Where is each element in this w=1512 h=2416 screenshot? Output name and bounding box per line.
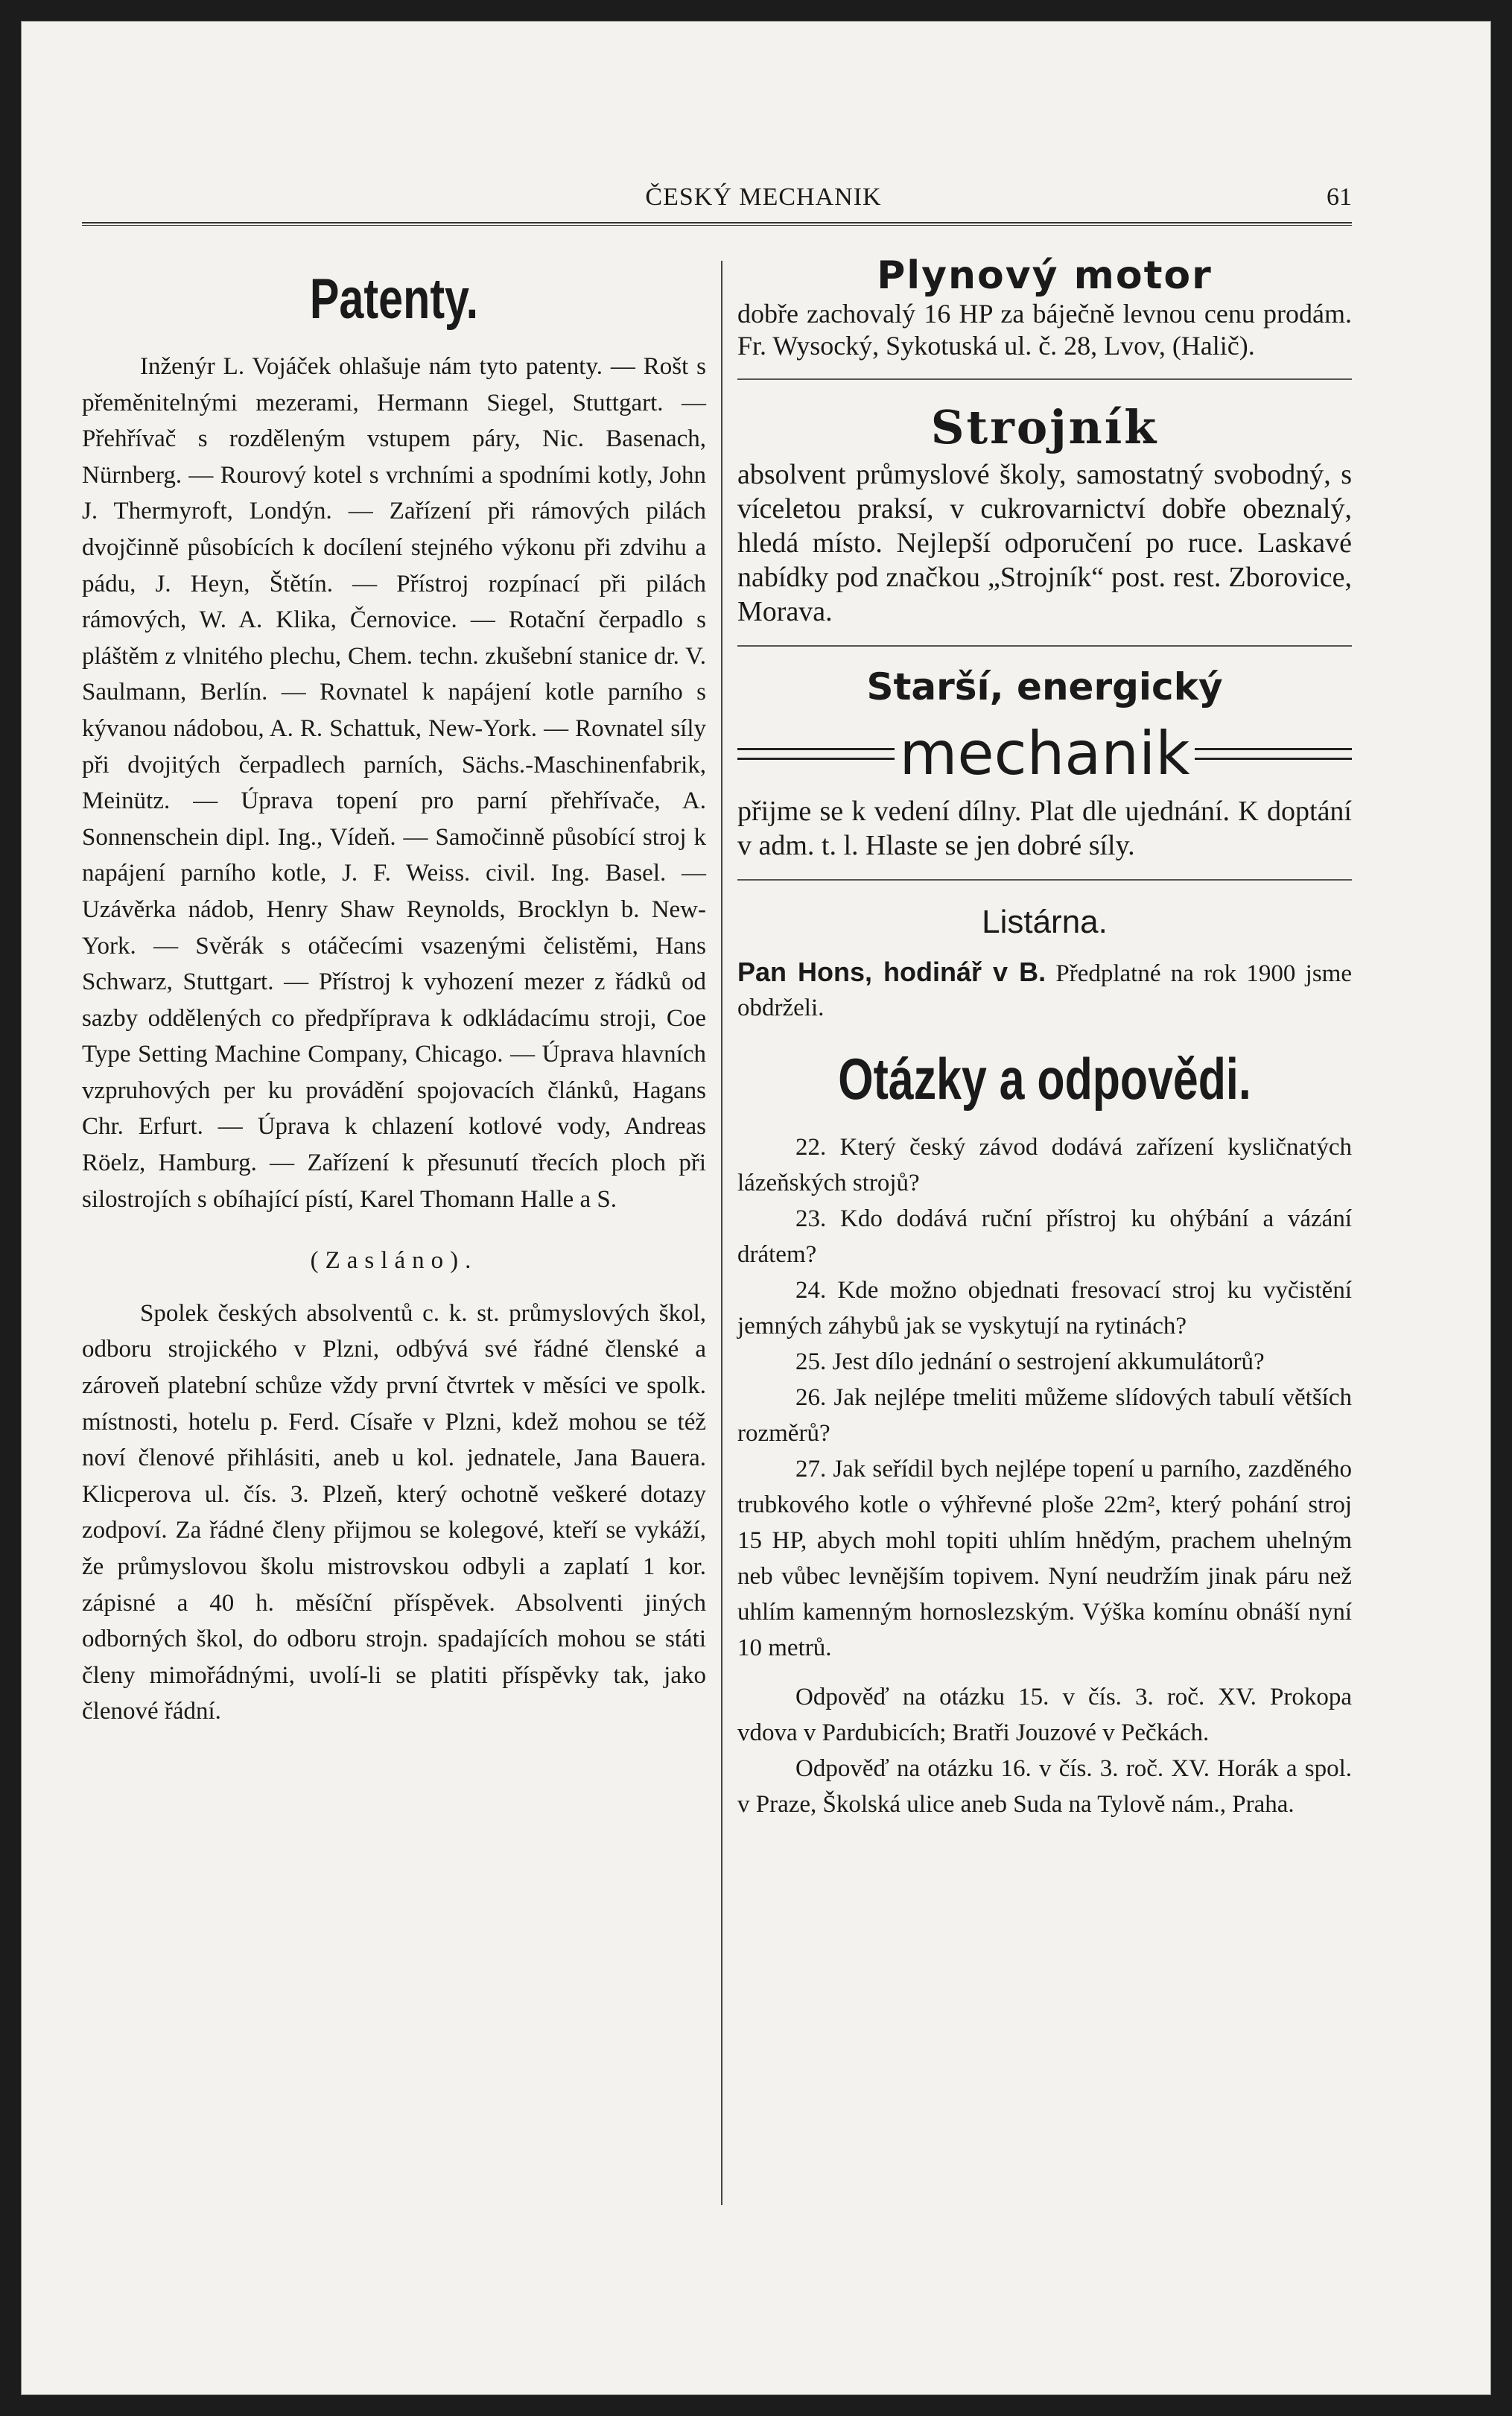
double-rule-right <box>1195 748 1352 760</box>
listarna-name: Pan Hons, hodinář v B. <box>737 957 1046 987</box>
ad2-heading: Strojník <box>930 400 1159 454</box>
page-number: 61 <box>1327 183 1352 211</box>
question: 25. Jest dílo jednání o sestrojení akkumulátorů? <box>795 1348 1265 1375</box>
ad-strojnik <box>737 380 1352 647</box>
ad3-heading: Starší, energický <box>866 665 1223 708</box>
ad-plynovy-motor <box>737 246 1352 380</box>
question: 23. Kdo dodává ruční přístroj ku ohýbání a vázání drátem? <box>737 1205 1352 1268</box>
zaslano-heading: (Zasláno). <box>310 1247 478 1275</box>
ad-mechanik <box>737 647 1352 881</box>
listarna-heading: Listárna. <box>982 904 1108 940</box>
left-column <box>82 246 706 2228</box>
ad2-text: absolvent průmyslové školy, samostatný svobodný, s víceletou praksí, v cukrovarnictví dobře obeznalý, hledá místo. Nejlepší odporučení po ruce. Laskavé nabídky pod značkou „Strojník“ post. rest. Zborovice, Morava. <box>737 459 1352 627</box>
answer: Odpověď na otázku 16. v čís. 3. roč. XV. Horák a spol. v Praze, Školská ulice aneb Suda na Tylově nám., Praha. <box>737 1755 1352 1818</box>
ad3-text: přijme se k vedení dílny. Plat dle ujednání. K doptání v adm. t. l. Hlaste se jen dobré síly. <box>737 796 1352 861</box>
right-column <box>737 246 1352 2228</box>
patents-text: Inženýr L. Vojáček ohlašuje nám tyto patenty. — Rošt s přeměnitelnými mezerami, Hermann Siegel, Stuttgart. — Přehřívač s rozděleným vstupem páry, Nic. Basenach, Nürnberg. — Rourový kotel s vrchními a spodními kotly, John J. Thermyroft, Londýn. — Zařízení při rámových pilách dvojčinně působících k docílení stejného výkonu při zdvihu a pádu, J. Heyn, Štětín. — Přístroj rozpínací při pilách rámových, W. A. Klika, Černovice. — Rotační čerpadlo s pláštěm z vlnitého plechu, Chem. techn. zkušební stanice dr. V. Saulmann, Berlín. — Rovnatel k napájení kotle parního s kývanou nádobou, A. R. Schattuk, New-York. — Rovnatel síly při dvojitých čerpadlech parních, Sächs.-Maschinenfabrik, Meinütz. — Úprava topení pro parní přehřívače, A. Sonnenschein dipl. Ing., Vídeň. — Samočinně působící stroj k napájení parního kotle, J. F. Weiss. civil. Ing. Basel. — Uzávěrka nádob, Henry Shaw Reynolds, Brocklyn b. New-York. — Svěrák s otáčecími vsazenými čelistěmi, Hans Schwarz, Stuttgart. — Přístroj k vyhození mezer z řádků od sazby oddělených co předpříprava k odkládacímu stroji, Coe Type Setting Machine Company, Chicago. — Úprava hlavních vzpruhových per ku provádění spojovacích článků, Hagans Chr. Erfurt. — Úprava k chlazení kotlové vody, Andreas Röelz, Hamburg. — Zařízení k přesunutí třecích ploch při silostrojích s obíhající pístí, Karel Thomann Halle a S. <box>82 353 706 1213</box>
question: 22. Který český závod dodává zařízení kysličnatých lázeňských strojů? <box>737 1134 1352 1196</box>
ad1-text: dobře zachovalý 16 HP za báječně levnou cenu prodám. Fr. Wysocký, Sykotuská ul. č. 28, Lvov, (Halič). <box>737 299 1352 361</box>
double-rule-left <box>737 748 895 760</box>
question: 26. Jak nejlépe tmeliti můžeme slídových tabulí větších rozměrů? <box>737 1384 1352 1447</box>
listarna-note <box>737 955 1352 1025</box>
question: 24. Kde možno objednati fresovací stroj ku vyčistění jemných záhybů jak se vyskytují na rytinách? <box>737 1277 1352 1339</box>
running-title: ČESKÝ MECHANIK <box>645 183 882 211</box>
patents-title: Patenty. <box>309 267 479 331</box>
zaslano-text: Spolek českých absolventů c. k. st. průmyslových škol, odboru strojického v Plzni, odbývá své řádné členské a zároveň platební schůze vždy první čtvrtek v měsíci ve spolk. místnosti, hotelu p. Ferd. Císaře v Plzni, kdež mohou se též noví členové přihlásiti, aneb u kol. jednatele, Jana Bauera. Klicperova ul. čís. 3. Plzeň, který ochotně veškeré dotazy zodpoví. Za řádné členy přijmou se kolegové, kteří se vykáží, že průmyslovou školu mistrovskou odbyli a zaplatí 1 kor. zápisné a 40 h. měsíční příspěvek. Absolventi jiných odborných škol, do odboru strojn. spadajících mohou se státi členy mimořádnými, uvolí-li se platiti příspěvky tak, jako členové řádní. <box>82 1299 706 1725</box>
ad3-word: mechanik <box>899 719 1190 788</box>
listarna-text: Předplatné na rok 1900 jsme obdrželi. <box>737 960 1352 1021</box>
answer: Odpověď na otázku 15. v čís. 3. roč. XV. Prokopa vdova v Pardubicích; Bratři Jouzové v Pečkách. <box>737 1684 1352 1746</box>
column-divider <box>721 261 722 2205</box>
header-rule <box>82 222 1352 226</box>
page-header <box>82 174 1352 226</box>
question: 27. Jak seřídil bych nejlépe topení u parního, zazděného trubkového kotle o výhřevné ploše 22m², který pohání stroj 15 HP, abych mohl topiti uhlím hnědým, prachem uhelným neb vůbec levnějším topivem. Nyní neudržím jinak páru než uhlím kamenným hornoslezským. Výška komínu obnáší nyní 10 metrů. <box>737 1456 1352 1661</box>
qa-title: Otázky a odpovědi. <box>838 1046 1251 1112</box>
ad3-word-row <box>737 718 1352 790</box>
ad1-heading: Plynový motor <box>877 253 1213 298</box>
